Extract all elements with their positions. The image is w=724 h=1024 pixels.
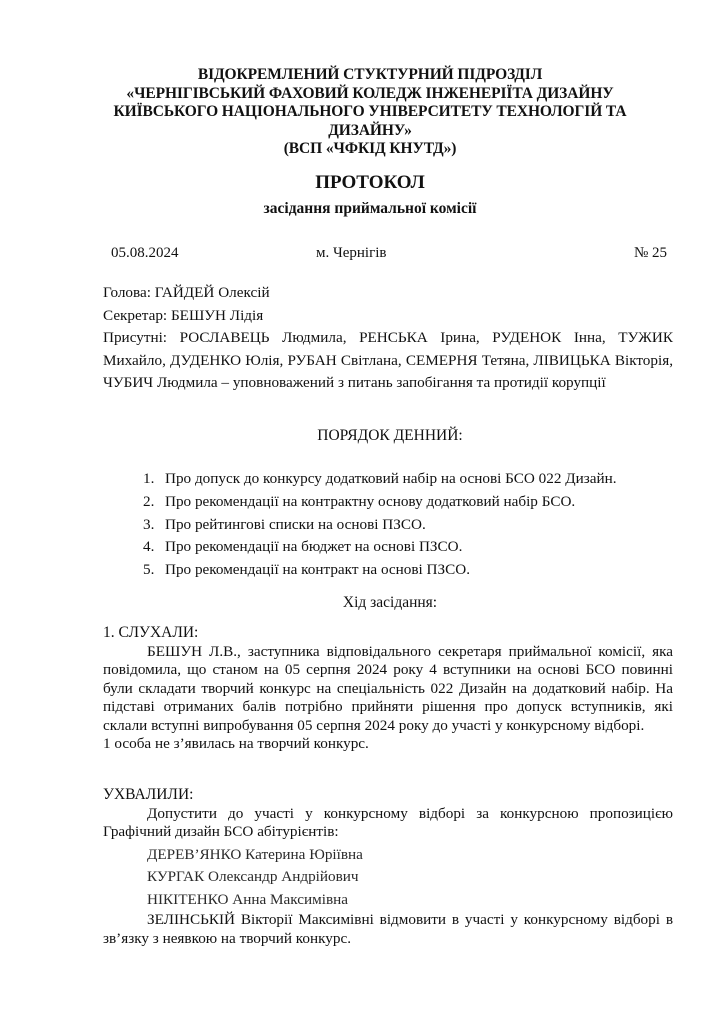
- agenda-item-text: Про рекомендації на бюджет на основі ПЗСО.: [165, 538, 463, 556]
- header-line: (ВСП «ЧФКІД КНУТД»): [283, 140, 457, 157]
- secretary-line: Секретар: БЕШУН Лідія: [103, 306, 264, 324]
- agenda-item: [143, 491, 617, 514]
- agenda-item: [143, 536, 617, 559]
- admitted-list: [103, 844, 673, 912]
- header-line: ВІДОКРЕМЛЕНИЙ СТУКТУРНИЙ ПІДРОЗДІЛ: [197, 66, 543, 83]
- agenda-item-number: 5.: [143, 561, 155, 579]
- institution-header: [100, 66, 640, 159]
- agenda-item-number: 2.: [143, 492, 155, 510]
- decided-section: [103, 786, 673, 948]
- admitted-applicant: КУРГАК Олександр Андрійович: [147, 868, 359, 885]
- agenda-item: [143, 559, 617, 582]
- heard-section: [103, 624, 673, 754]
- header-line: ДИЗАЙНУ»: [328, 121, 412, 139]
- agenda-item-text: Про рейтингові списки на основі ПЗСО.: [165, 515, 426, 533]
- header-line: КИЇВСЬКОГО НАЦІОНАЛЬНОГО УНІВЕРСИТЕТУ ТЕХНОЛОГІЙ ТА: [113, 103, 627, 120]
- meeting-date: 05.08.2024: [111, 245, 179, 261]
- admitted-applicant: НІКІТЕНКО Анна Максимівна: [147, 890, 348, 908]
- agenda-item-text: Про рекомендації на контракт на основі ПЗСО.: [165, 561, 471, 579]
- decided-text: Допустити до участі у конкурсному відборі за конкурсною пропозицією Графічний дизайн БСО абітурієнтів:: [103, 804, 673, 840]
- agenda-item: [143, 468, 617, 491]
- agenda-item-text: Про рекомендації на контрактну основу додатковий набір БСО.: [165, 492, 576, 510]
- heard-text: БЕШУН Л.В., заступника відповідального секретаря приймальної комісії, яка повідомила, що станом на 05 серпня 2024 року 4 вступники на основі БСО повинні були складати творчий конкурс на спеціальність 022 Дизайн на додатковий набір. На підставі отриманих балів потрібно прийняти рішення про допуск вступників, які склали вступні випробування 05 серпня 2024 року до участі у конкурсному відборі.: [103, 642, 673, 734]
- document-subtitle: засідання приймальної комісії: [263, 200, 477, 217]
- agenda-item-text: Про допуск до конкурсу додатковий набір на основі БСО 022 Дизайн.: [165, 470, 617, 487]
- agenda-title: ПОРЯДОК ДЕННИЙ:: [317, 427, 463, 444]
- chair-line: Голова: ГАЙДЕЙ Олексій: [103, 284, 270, 301]
- agenda-item-number: 1.: [143, 470, 155, 487]
- agenda-list: [143, 468, 617, 582]
- meeting-city: м. Чернігів: [316, 245, 387, 261]
- agenda-item: [143, 514, 617, 537]
- attendance-section: [103, 282, 673, 395]
- present-line: Присутні: РОСЛАВЕЦЬ Людмила, РЕНСЬКА Ірина, РУДЕНОК Інна, ТУЖИК Михайло, ДУДЕНКО Юлія, РУБАН Світлана, СЕМЕРНЯ Тетяна, ЛІВИЦЬКА Вікторія, ЧУБИЧ Людмила – уповноважений з питань запобігання та протидії корупції: [103, 329, 673, 391]
- decided-label: УХВАЛИЛИ:: [103, 786, 194, 803]
- header-line: «ЧЕРНІГІВСЬКИЙ ФАХОВИЙ КОЛЕДЖ ІНЖЕНЕРІЇТА ДИЗАЙНУ: [126, 84, 614, 102]
- heard-label: 1. СЛУХАЛИ:: [103, 624, 199, 641]
- heard-note: 1 особа не з’явилась на творчий конкурс.: [103, 735, 369, 752]
- agenda-item-number: 3.: [143, 515, 155, 533]
- document-title: ПРОТОКОЛ: [315, 172, 425, 193]
- refused-text: ЗЕЛІНСЬКІЙ Вікторії Максимівні відмовити в участі у конкурсному відборі в зв’язку з неявкою на творчий конкурс.: [103, 911, 673, 947]
- protocol-number: № 25: [634, 245, 668, 261]
- admitted-applicant: ДЕРЕВ’ЯНКО Катерина Юріївна: [147, 845, 363, 863]
- proceedings-title: Хід засідання:: [342, 594, 438, 611]
- agenda-item-number: 4.: [143, 538, 155, 556]
